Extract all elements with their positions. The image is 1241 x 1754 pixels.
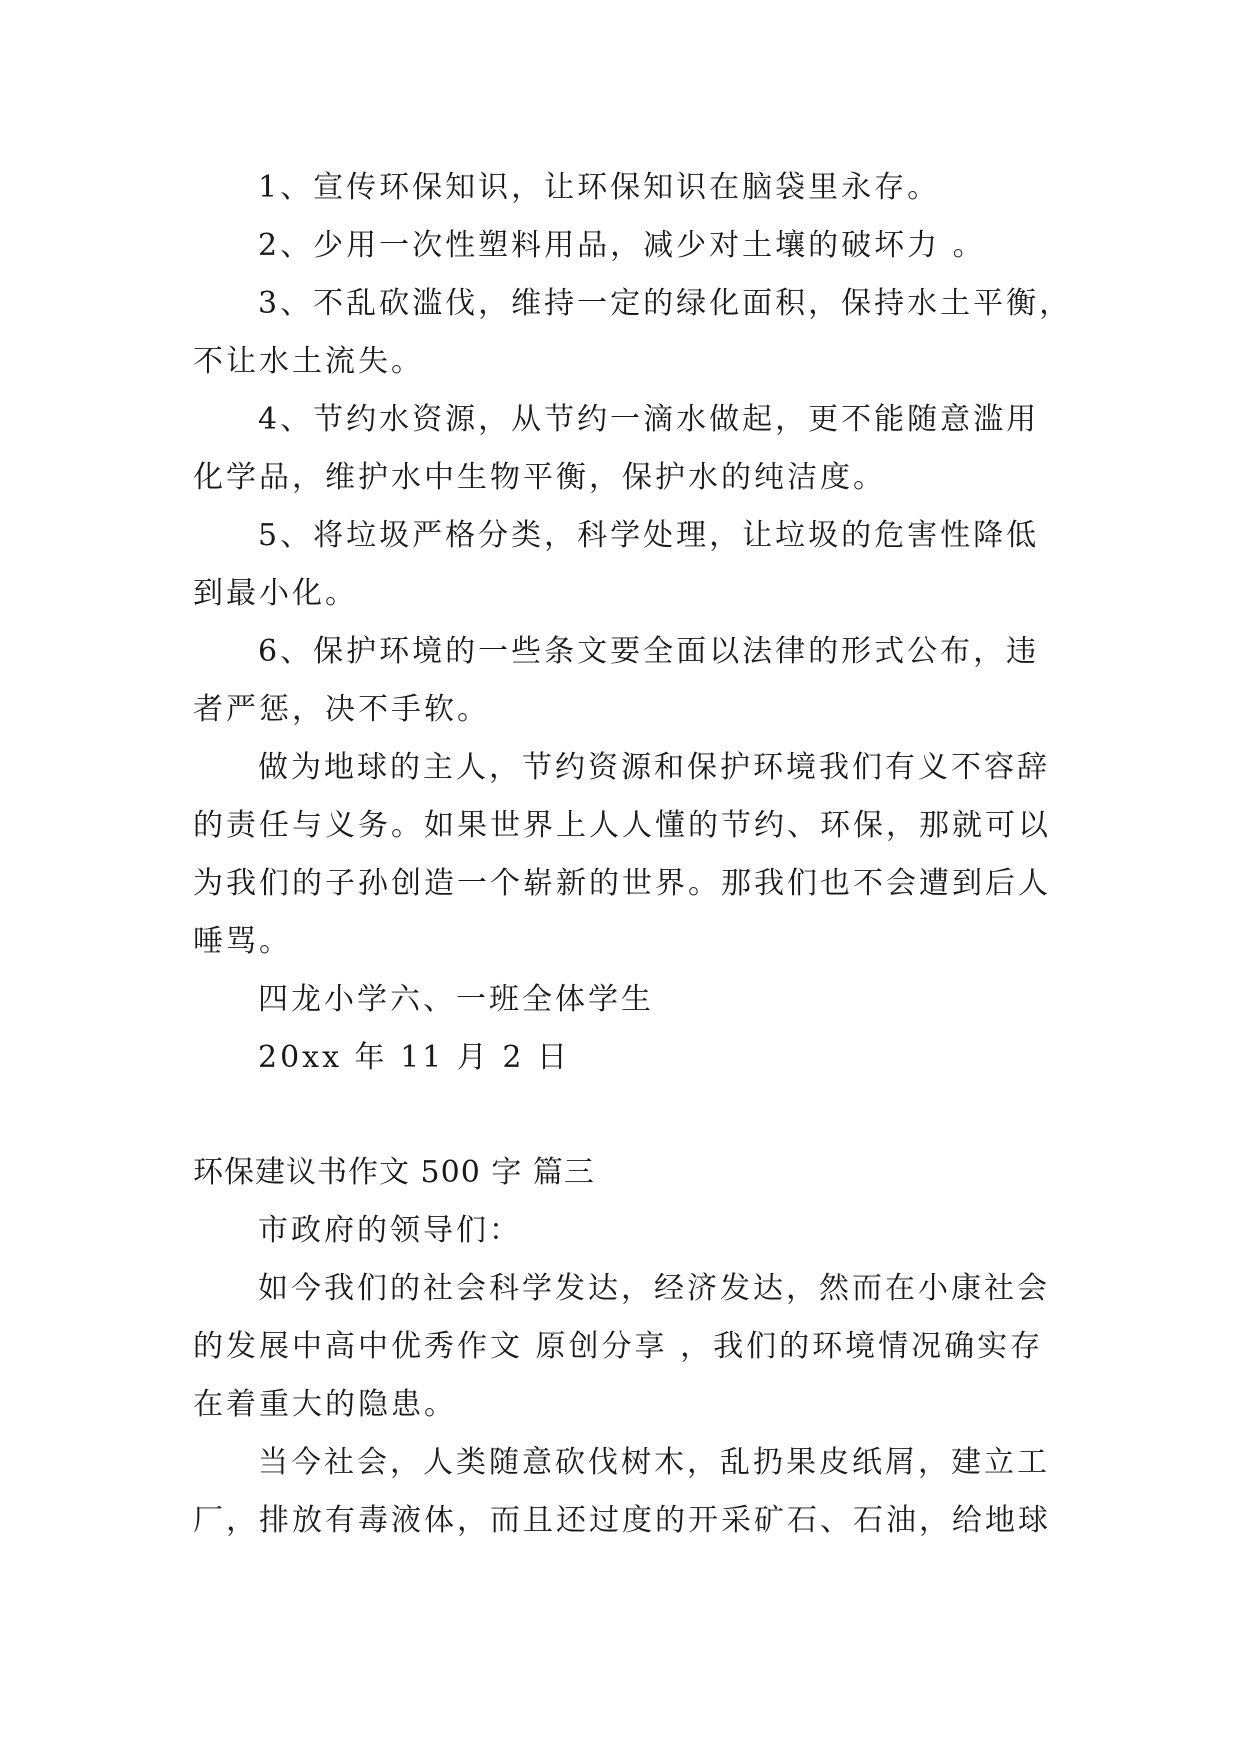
list-item-6-cont: 者严惩，决不手软。 [193, 692, 490, 727]
paragraph-line: 如今我们的社会科学发达，经济发达，然而在小康社会 [258, 1271, 1050, 1306]
paragraph-line: 当今社会，人类随意砍伐树木，乱扔果皮纸屑，建立工 [258, 1445, 1050, 1480]
paragraph-line: 厂，排放有毒液体，而且还过度的开采矿石、石油，给地球 [193, 1503, 1051, 1538]
salutation-line: 市政府的领导们： [258, 1213, 522, 1248]
list-item-3-cont: 不让水土流失。 [193, 344, 424, 379]
date-line: 20xx 年 11 月 2 日 [258, 1040, 570, 1075]
list-item-4-cont: 化学品，维护水中生物平衡，保护水的纯洁度。 [193, 460, 886, 495]
list-item-4: 4、节约水资源，从节约一滴水做起，更不能随意滥用 [258, 402, 1040, 437]
list-item-6: 6、保护环境的一些条文要全面以法律的形式公布，违 [258, 634, 1040, 669]
paragraph-line: 为我们的子孙创造一个崭新的世界。那我们也不会遭到后人 [193, 866, 1051, 901]
list-item-5-cont: 到最小化。 [193, 576, 358, 611]
list-item-1: 1、宣传环保知识，让环保知识在脑袋里永存。 [258, 170, 941, 205]
paragraph-line: 的责任与义务。如果世界上人人懂的节约、环保，那就可以 [193, 808, 1051, 843]
section-heading: 环保建议书作文 500 字 篇三 [193, 1155, 595, 1190]
list-item-3: 3、不乱砍滥伐，维持一定的绿化面积，保持水土平衡， [258, 286, 1073, 321]
list-item-5: 5、将垃圾严格分类，科学处理，让垃圾的危害性降低 [258, 518, 1040, 553]
signature-line: 四龙小学六、一班全体学生 [258, 982, 654, 1017]
paragraph-line: 做为地球的主人，节约资源和保护环境我们有义不容辞 [258, 750, 1050, 785]
list-item-2: 2、少用一次性塑料用品，减少对土壤的破坏力 。 [258, 228, 986, 263]
paragraph-line: 唾骂。 [193, 924, 292, 959]
paragraph-line: 的发展中高中优秀作文 原创分享 ，我们的环境情况确实存 [193, 1329, 1044, 1364]
paragraph-line: 在着重大的隐患。 [193, 1387, 457, 1422]
